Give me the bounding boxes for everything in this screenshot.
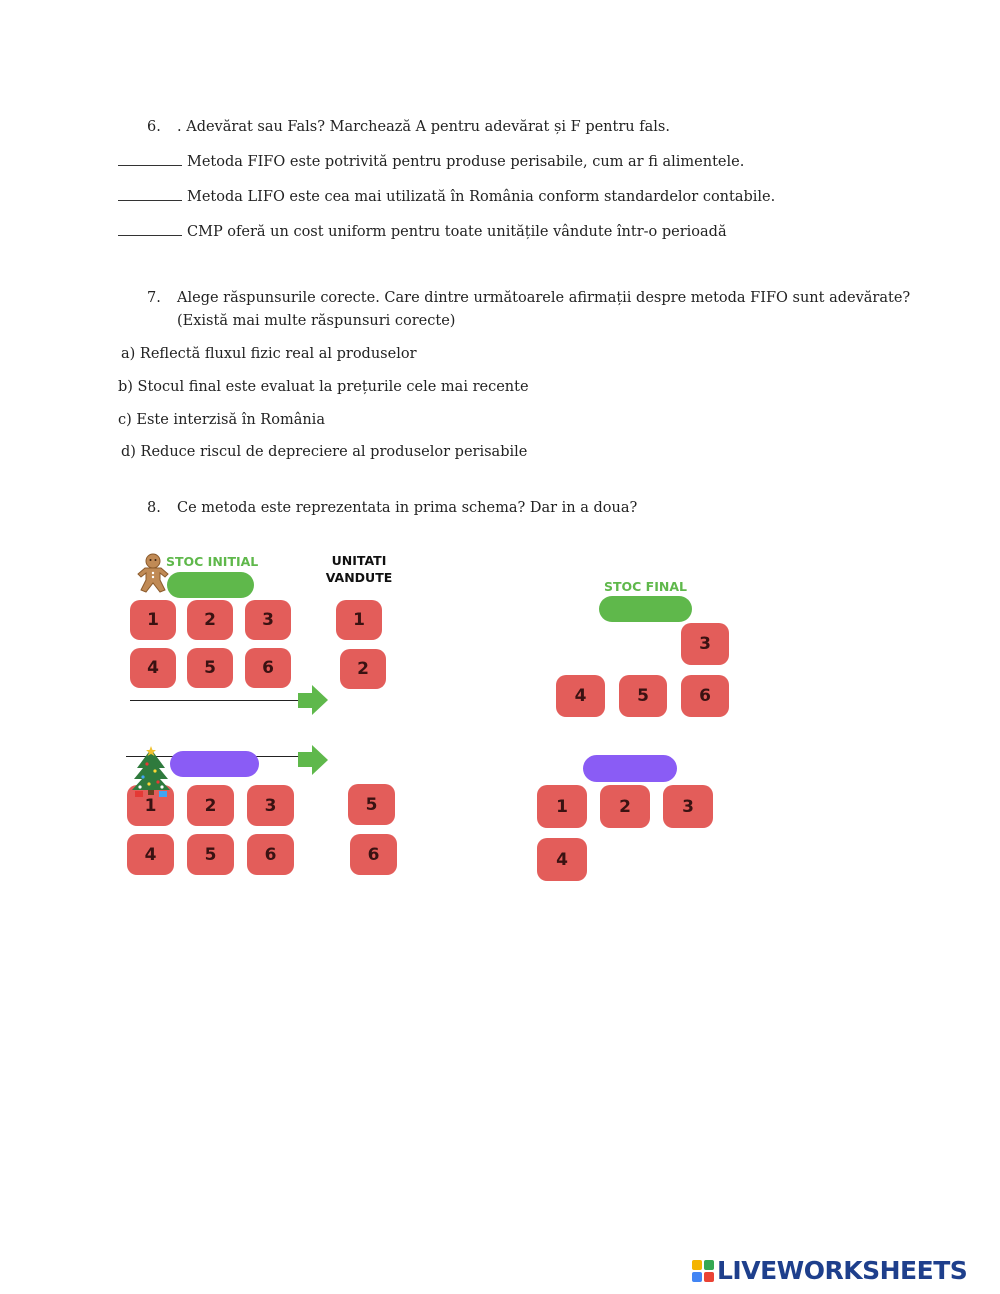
q8-number: 8. bbox=[147, 500, 161, 516]
q6-heading bbox=[147, 119, 670, 136]
logo-mark-icon bbox=[692, 1260, 714, 1282]
stoc-initial-bar bbox=[167, 572, 254, 598]
unit-box: 3 bbox=[245, 600, 291, 640]
q7-text-line1: Alege răspunsurile corecte. Care dintre următoarele afirmații despre metoda FIFO sunt adevărate? bbox=[177, 290, 911, 306]
arrow-icon-head bbox=[312, 745, 328, 775]
arrow-icon-head bbox=[312, 685, 328, 715]
final-unit-box: 3 bbox=[681, 623, 729, 665]
final-unit-box: 1 bbox=[537, 785, 587, 828]
christmas-tree-icon bbox=[130, 746, 172, 798]
stoc-final-label: STOC FINAL bbox=[604, 579, 687, 594]
unit-box: 4 bbox=[130, 648, 176, 688]
unit-box: 3 bbox=[247, 785, 294, 826]
statement-text: Metoda FIFO este potrivită pentru produse perisabile, cum ar fi alimentele. bbox=[187, 154, 745, 170]
unit-box: 5 bbox=[187, 834, 234, 875]
unit-box: 5 bbox=[187, 648, 233, 688]
q8-text: Ce metoda este reprezentata in prima schema? Dar in a doua? bbox=[177, 500, 638, 516]
q7-heading bbox=[147, 290, 910, 307]
liveworksheets-logo bbox=[692, 1256, 967, 1285]
final-unit-box: 5 bbox=[619, 675, 667, 717]
final-unit-box: 6 bbox=[681, 675, 729, 717]
sold-unit-box: 2 bbox=[340, 649, 386, 689]
final-unit-box: 4 bbox=[537, 838, 587, 881]
unit-box: 1 bbox=[127, 785, 174, 826]
q6-statement-3 bbox=[118, 223, 727, 241]
q7-option-a[interactable]: a) Reflectă fluxul fizic real al produselor bbox=[121, 346, 417, 362]
q8-heading bbox=[147, 500, 637, 517]
sold-unit-box: 6 bbox=[350, 834, 397, 875]
label-line-2: VANDUTE bbox=[325, 569, 393, 585]
q7-text-line2: (Există mai multe răspunsuri corecte) bbox=[177, 313, 456, 329]
sold-unit-box: 1 bbox=[336, 600, 382, 640]
q6-statement-1 bbox=[118, 153, 744, 171]
arrow-icon bbox=[298, 693, 312, 708]
answer-blank-3[interactable] bbox=[118, 223, 182, 236]
unit-box: 2 bbox=[187, 785, 234, 826]
stoc-initial-label: STOC INITIAL bbox=[166, 554, 259, 569]
stoc-final-bar bbox=[583, 755, 677, 782]
answer-blank-2[interactable] bbox=[118, 188, 182, 201]
unit-box: 4 bbox=[127, 834, 174, 875]
unit-box: 6 bbox=[245, 648, 291, 688]
arrow-icon bbox=[298, 752, 312, 767]
unit-box: 1 bbox=[130, 600, 176, 640]
stoc-final-bar bbox=[599, 596, 692, 622]
stoc-initial-bar bbox=[170, 751, 259, 777]
q7-number: 7. bbox=[147, 290, 161, 306]
final-unit-box: 4 bbox=[556, 675, 605, 717]
gingerbread-icon bbox=[136, 553, 170, 593]
q7-option-d[interactable]: d) Reduce riscul de depreciere al produselor perisabile bbox=[121, 444, 528, 460]
unit-box: 6 bbox=[247, 834, 294, 875]
final-unit-box: 2 bbox=[600, 785, 650, 828]
q6-statement-2 bbox=[118, 188, 775, 206]
logo-text: LIVEWORKSHEETS bbox=[717, 1256, 968, 1285]
statement-text: Metoda LIFO este cea mai utilizată în România conform standardelor contabile. bbox=[187, 189, 776, 205]
q6-text: . Adevărat sau Fals? Marchează A pentru adevărat și F pentru fals. bbox=[177, 119, 670, 135]
q7-option-c[interactable]: c) Este interzisă în România bbox=[118, 412, 325, 428]
statement-text: CMP oferă un cost uniform pentru toate unitățile vândute într-o perioadă bbox=[187, 224, 727, 240]
unit-box: 2 bbox=[187, 600, 233, 640]
answer-blank-1[interactable] bbox=[118, 153, 182, 166]
label-line-1: UNITATI bbox=[331, 553, 387, 568]
sold-unit-box: 5 bbox=[348, 784, 395, 825]
unitati-vandute-label bbox=[322, 553, 396, 587]
flow-line bbox=[130, 700, 298, 701]
final-unit-box: 3 bbox=[663, 785, 713, 828]
q6-number: 6. bbox=[147, 119, 161, 135]
q7-option-b[interactable]: b) Stocul final este evaluat la prețurile cele mai recente bbox=[118, 379, 529, 395]
